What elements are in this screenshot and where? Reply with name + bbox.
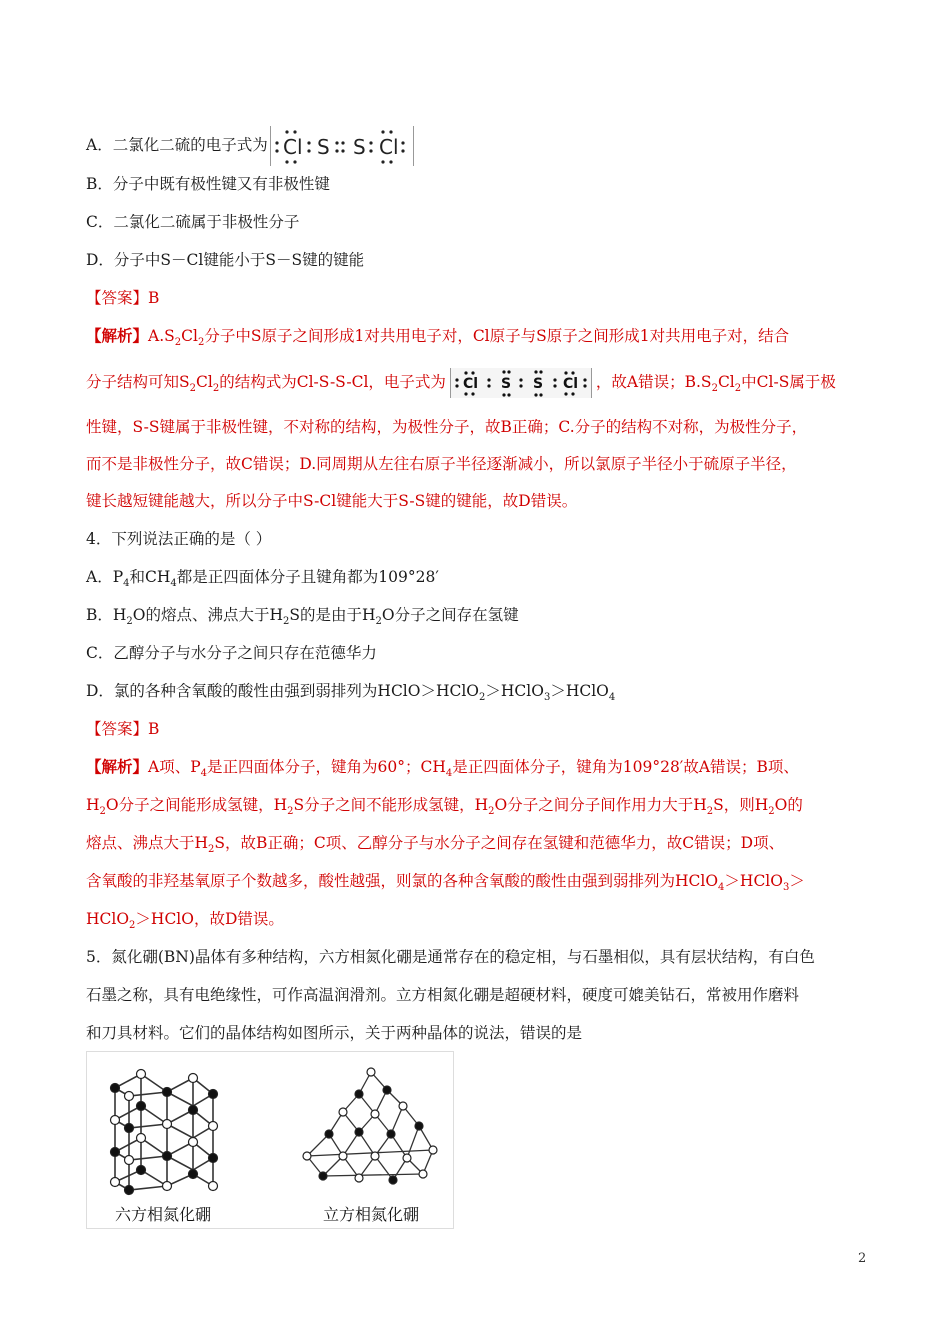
q4-option-a: A．$P_4$和$CH_4$都是正四面体分子且键角都为109°28′ [86,568,439,589]
svg-text:S: S [316,135,330,159]
crystal-structure-figure [86,1051,454,1229]
page-number: 2 [858,1251,867,1266]
hexagonal-bn-caption: 六方相氮化硼 [115,1205,212,1224]
q4-option-b: B．$H_2O$的熔点、沸点大于$H_2S$的是由于$H_2O$分子之间存在氢键 [86,606,519,627]
lewis-structure-s2cl2 [270,126,414,166]
lewis-structure-small [450,368,592,398]
q5-stem-line-3: 和刀具材料。它们的晶体结构如图所示，关于两种晶体的说法，错误的是 [86,1024,583,1042]
q5-stem-line-1: 5．氮化硼(BN)晶体有多种结构，六方相氮化硼是通常存在的稳定相，与石墨相似，具有层状结构，有白色 [86,948,815,966]
q3-option-a [86,126,414,166]
q3-option-b: B．分子中既有极性键又有非极性键 [86,175,330,193]
q3-answer: 【答案】B [86,289,160,307]
svg-text:Cl: Cl [378,135,399,159]
svg-text:S: S [352,135,366,159]
q4-explanation-line-1: 【解析】A项、$P_4$是正四面体分子，键角为60°；$CH_4$是正四面体分子，键角为109°28′故A错误；B项、 [86,757,799,779]
q3-explanation-line-2: 分子结构可知$S_2Cl_2$的结构式为Cl-S-S-Cl，电子式为 Cl S S Cl ，故A错误；$B.S_2Cl_2$中Cl-S属于极 [86,368,836,398]
hexagonal-bn-structure [101,1066,231,1196]
svg-text:S: S [532,376,544,392]
q5-stem-line-2: 石墨之称，具有电绝缘性，可作高温润滑剂。立方相氮化硼是超硬材料，硬度可媲美钻石，常被用作磨料 [86,986,800,1004]
cubic-bn-structure [293,1066,443,1196]
q4-option-c: C．乙醇分子与水分子之间只存在范德华力 [86,644,377,662]
q3-explanation-line-5: 键长越短键能越大，所以分子中S-Cl键能大于S-S键的键能，故D错误。 [86,492,578,510]
q3-explanation-line-3: 性键，S-S键属于非极性键，不对称的结构，为极性分子，故B正确；C.分子的结构不对称，为极性分子， [86,418,808,436]
q3-option-c: C．二氯化二硫属于非极性分子 [86,213,300,231]
q4-answer: 【答案】B [86,720,160,738]
q4-explanation-line-3: 熔点、沸点大于$H_2S$，故B正确；C项、乙醇分子与水分子之间存在氢键和范德华力，故C错误；D项、 [86,834,785,855]
svg-text:Cl: Cl [462,376,478,392]
q3-option-d: D．分子中S－Cl键能小于S－S键的键能 [86,251,365,269]
q3-explanation-line-1: 【解析】$A.S_2Cl_2$分子中S原子之间形成1对共用电子对，Cl原子与S原子之间形成1对共用电子对，结合 [86,326,790,348]
q3-explanation-line-4: 而不是非极性分子，故C错误；D.同周期从左往右原子半径逐渐减小，所以氯原子半径小于硫原子半径， [86,455,797,473]
q4-explanation-line-2: $H_2O$分子之间能形成氢键，$H_2S$分子之间不能形成氢键，$H_2O$分子之间分子间作用力大于$H_2S$，则$H_2O$的 [86,796,803,817]
cubic-bn-caption: 立方相氮化硼 [323,1205,420,1224]
q4-stem: 4．下列说法正确的是（ ） [86,530,272,548]
svg-text:Cl: Cl [562,376,578,392]
q4-explanation-line-5: HClO$_2$＞HClO，故D错误。 [86,910,284,931]
q4-explanation-line-4: 含氧酸的非羟基氧原子个数越多，酸性越强，则氯的各种含氧酸的酸性由强到弱排列为HClO$_4$＞HClO$_3$＞ [86,872,805,893]
q3-explanation-tag: 【解析】 [86,326,149,345]
q3-option-a-text: A．二氯化二硫的电子式为 [86,136,268,154]
q4-option-d: D．氯的各种含氧酸的酸性由强到弱排列为HClO＞HClO$_2$＞HClO$_3$＞HClO$_4$ [86,682,616,703]
svg-text:Cl: Cl [282,135,303,159]
svg-text:S: S [500,376,512,392]
